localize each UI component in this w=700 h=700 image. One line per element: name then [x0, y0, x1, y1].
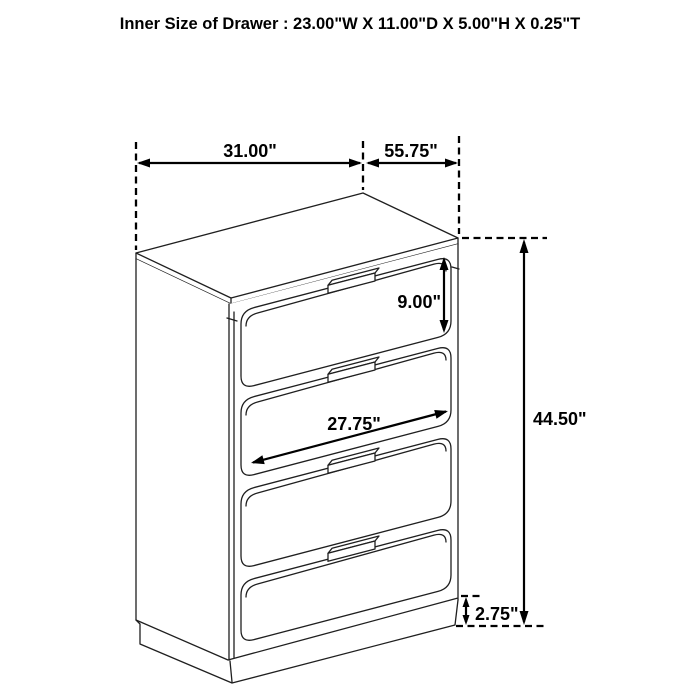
dim-top-depth	[366, 141, 458, 168]
dim-top-width-label: 31.00"	[223, 141, 277, 161]
drawer-stack	[241, 259, 451, 641]
arrowhead-up-icon	[463, 597, 470, 607]
dim-base-height-label: 2.75"	[475, 604, 519, 624]
chest-drawing	[136, 193, 459, 683]
dim-drawer-width-label: 27.75"	[327, 414, 381, 434]
arrowhead-down-icon	[520, 611, 529, 625]
chest-side-panel	[136, 259, 231, 660]
dim-top-width	[137, 141, 362, 168]
arrowhead-left-icon	[366, 159, 379, 168]
arrowhead-right-icon	[349, 159, 362, 168]
arrowhead-left-icon	[137, 159, 150, 168]
arrowhead-right-icon	[445, 159, 458, 168]
arrowhead-up-icon	[520, 239, 529, 253]
diagram-title: Inner Size of Drawer : 23.00"W X 11.00"D X 5.00"H X 0.25"T	[119, 15, 581, 33]
dim-top-depth-label: 55.75"	[384, 141, 438, 161]
dim-overall-height	[520, 239, 587, 625]
dim-base-height	[463, 597, 519, 625]
dim-overall-height-label: 44.50"	[533, 409, 587, 429]
dim-drawer-height-label: 9.00"	[397, 292, 441, 312]
arrowhead-down-icon	[463, 615, 470, 625]
